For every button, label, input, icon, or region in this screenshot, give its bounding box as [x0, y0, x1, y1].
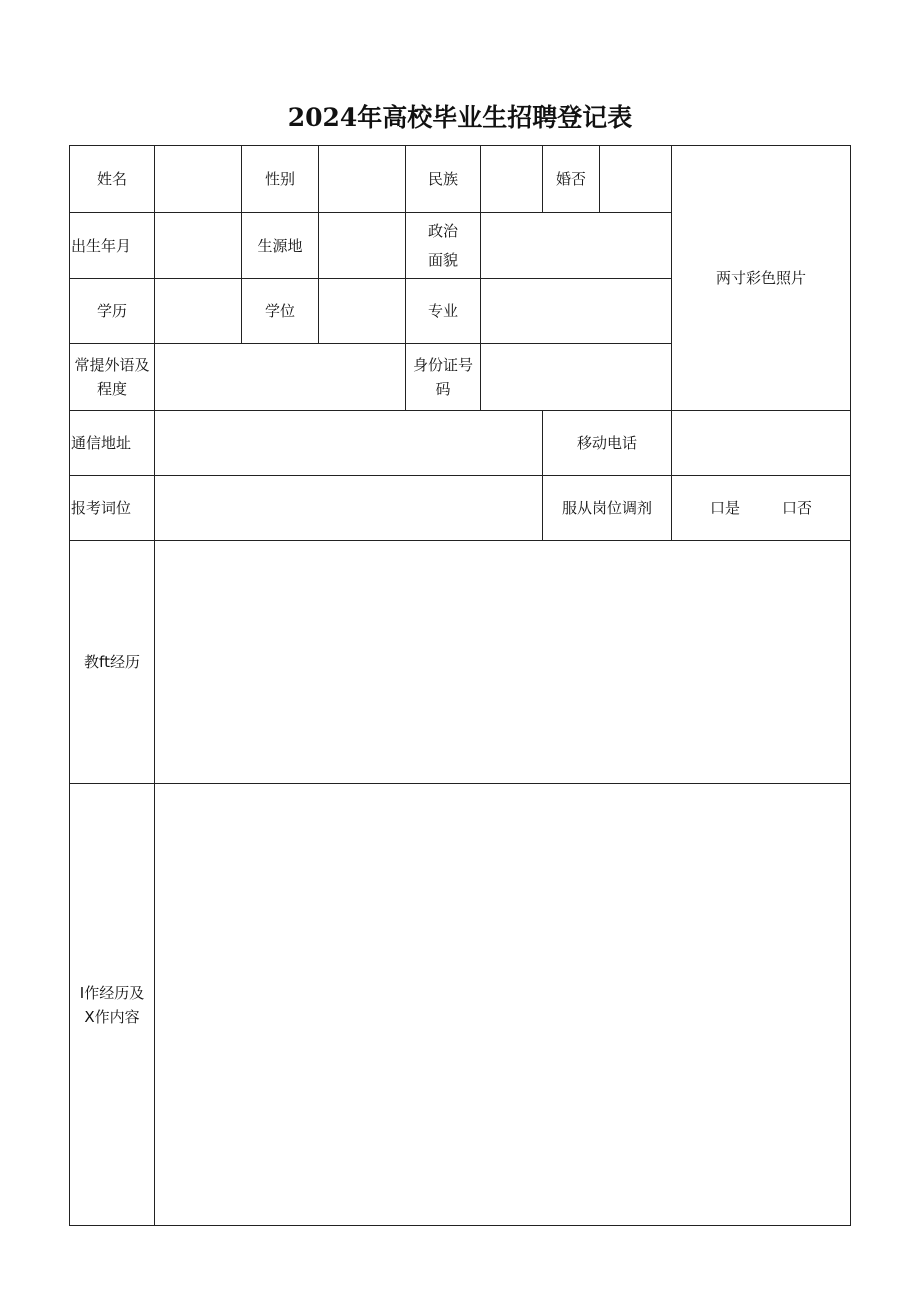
label-language-line2: 程度: [96, 380, 127, 398]
label-marital-text: 婚否: [555, 170, 586, 188]
photo-box[interactable]: [671, 145, 851, 411]
page-title: 2024年高校毕业生招聘登记表: [287, 103, 633, 132]
label-edu-history-text: 教ft经历: [84, 653, 140, 671]
label-id-line2: 码: [435, 380, 451, 398]
photo-label: 两寸彩色照片: [715, 269, 806, 287]
label-political-line2: 面貌: [427, 250, 458, 269]
label-address-text: 通信地址: [71, 434, 132, 452]
adjust-yes-checkbox[interactable]: 口是: [709, 499, 740, 517]
label-mobile: [542, 410, 672, 476]
label-id-number: [405, 343, 481, 411]
mobile-field[interactable]: [671, 410, 851, 476]
label-work-line2: X作内容: [84, 1007, 140, 1026]
address-field[interactable]: [154, 410, 543, 476]
marital-field[interactable]: [599, 145, 672, 213]
gender-field[interactable]: [318, 145, 406, 213]
name-field[interactable]: [154, 145, 242, 213]
label-major: [405, 278, 481, 344]
label-degree: [241, 278, 319, 344]
label-work-history: [69, 783, 155, 1226]
label-edu-history: [69, 540, 155, 784]
label-name-text: 姓名: [96, 170, 127, 188]
id-number-field[interactable]: [480, 343, 672, 411]
label-major-text: 专业: [427, 302, 458, 320]
label-ethnicity: [405, 145, 481, 213]
label-language: [69, 343, 155, 411]
education-field[interactable]: [154, 278, 242, 344]
label-adjust: [542, 475, 672, 541]
label-name: [69, 145, 155, 213]
label-language-line1: 常提外语及: [74, 356, 150, 374]
position-field[interactable]: [154, 475, 543, 541]
label-birth-text: 出生年月: [71, 236, 132, 255]
label-birth: [69, 212, 155, 279]
origin-field[interactable]: [318, 212, 406, 279]
label-education: [69, 278, 155, 344]
edu-history-field[interactable]: [154, 540, 851, 784]
label-adjust-text: 服从岗位调剂: [561, 499, 652, 517]
label-position-text: 报考词位: [71, 499, 132, 517]
label-ethnicity-text: 民族: [427, 170, 458, 188]
ethnicity-field[interactable]: [480, 145, 543, 213]
label-origin-text: 生源地: [257, 236, 303, 255]
label-political: [405, 212, 481, 279]
major-field[interactable]: [480, 278, 672, 344]
label-gender: [241, 145, 319, 213]
birth-field[interactable]: [154, 212, 242, 279]
label-work-line1: I作经历及: [79, 983, 145, 1002]
label-position: [69, 475, 155, 541]
label-id-line1: 身份证号: [412, 356, 473, 374]
work-history-field[interactable]: [154, 783, 851, 1226]
adjust-no-checkbox[interactable]: 口否: [782, 499, 813, 517]
label-marital: [542, 145, 600, 213]
label-address: [69, 410, 155, 476]
label-political-line1: 政治: [427, 221, 458, 240]
adjust-options: [671, 475, 851, 541]
label-mobile-text: 移动电话: [576, 434, 637, 452]
degree-field[interactable]: [318, 278, 406, 344]
label-education-text: 学历: [96, 302, 127, 320]
label-gender-text: 性别: [264, 170, 295, 188]
label-origin: [241, 212, 319, 279]
label-degree-text: 学位: [264, 302, 295, 320]
political-field[interactable]: [480, 212, 672, 279]
language-field[interactable]: [154, 343, 406, 411]
